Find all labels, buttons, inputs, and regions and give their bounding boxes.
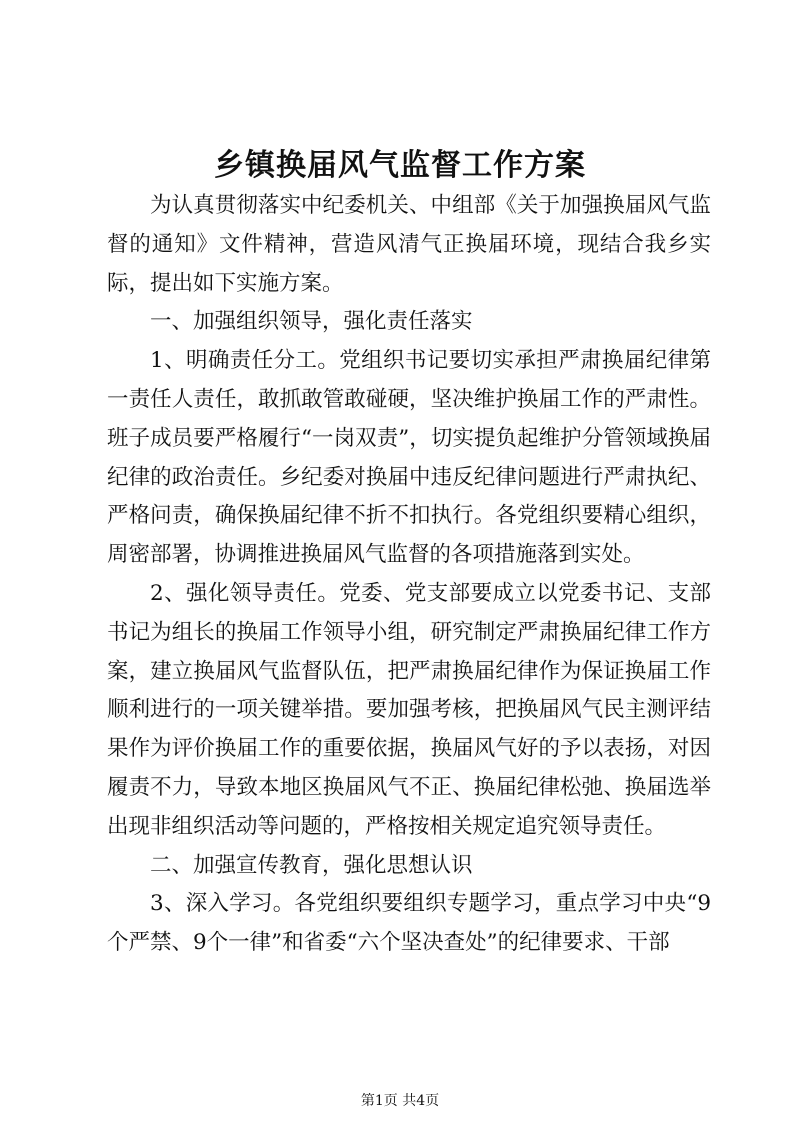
paragraph-item-1: 1、明确责任分工。党组织书记要切实承担严肃换届纪律第一责任人责任，敢抓敢管敢碰硬，坚决维护换届工作的严肃性。班子成员要严格履行“一岗双责”，切实提负起维护分管领域换届纪律的政治责任。乡纪委对换届中违反纪律问题进行严肃执纪、严格问责，确保换届纪律不折不扣执行。各党组织要精心组织，周密部署，协调推进换届风气监督的各项措施落到实处。	[107, 348, 711, 568]
document-title: 乡镇换届风气监督工作方案	[214, 148, 586, 183]
section-heading-1: 一、加强组织领导，强化责任落实	[150, 309, 473, 335]
paragraph-item-3: 3、深入学习。各党组织要组织专题学习，重点学习中央“9个严禁、9个一律”和省委“六个坚决查处”的纪律要求、干部	[107, 891, 711, 956]
paragraph-item-2: 2、强化领导责任。党委、党支部要成立以党委书记、支部书记为组长的换届工作领导小组，研究制定严肃换届纪律工作方案，建立换届风气监督队伍，把严肃换届纪律作为保证换届工作顺利进行的一项关键举措。要加强考核，把换届风气民主测评结果作为评价换届工作的重要依据，换届风气好的予以表扬，对因履责不力，导致本地区换届风气不正、换届纪律松弛、换届选举出现非组织活动等问题的，严格按相关规定追究领导责任。	[107, 580, 711, 839]
document-body	[107, 187, 711, 963]
page-footer: 第1页 共4页	[360, 1093, 440, 1109]
intro-paragraph: 为认真贯彻落实中纪委机关、中组部《关于加强换届风气监督的通知》文件精神，营造风清气正换届环境，现结合我乡实际，提出如下实施方案。	[107, 193, 711, 296]
section-heading-2: 二、加强宣传教育，强化思想认识	[150, 852, 473, 878]
